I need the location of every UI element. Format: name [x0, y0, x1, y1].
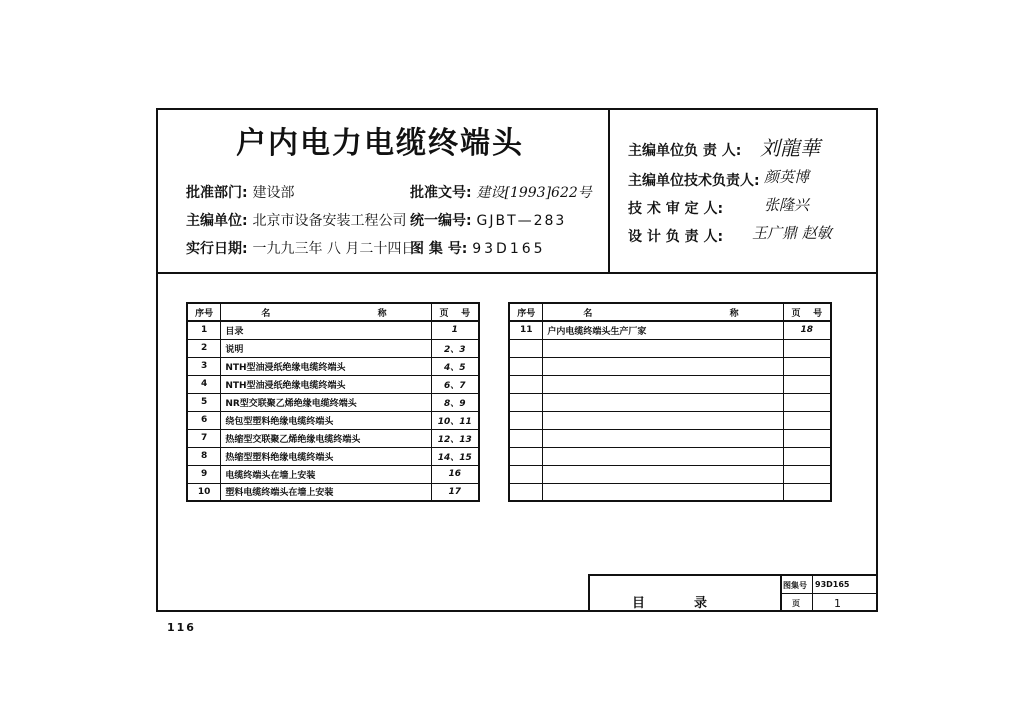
title-block-label-divider [812, 574, 813, 612]
row-no [509, 465, 543, 483]
row-name: 热缩型交联聚乙烯绝缘电缆终端头 [221, 429, 431, 447]
table-row [509, 339, 831, 357]
row-page: 4、5 [431, 357, 479, 375]
row-name [543, 483, 783, 501]
index-table-right [508, 302, 832, 502]
row-name: NTH型油浸纸绝缘电缆终端头 [221, 375, 431, 393]
atlas-label: 图集号 [783, 581, 807, 590]
header-no: 序号 [187, 303, 221, 321]
page-label: 页 [792, 599, 800, 608]
document-title: 户内电力电缆终端头 [236, 126, 524, 161]
row-name [543, 357, 783, 375]
atlas-no [410, 238, 546, 258]
atlas-value: 93D165 [815, 580, 850, 589]
row-no: 4 [187, 375, 221, 393]
table-row [509, 375, 831, 393]
row-page: 18 [783, 321, 831, 339]
row-no: 1 [187, 321, 221, 339]
table-row [187, 339, 479, 357]
row-page: 10、11 [431, 411, 479, 429]
signature-design-lead: 王广鼎 赵敏 [752, 224, 832, 242]
row-page [783, 465, 831, 483]
row-no [509, 411, 543, 429]
atlas-no-value: 93D165 [472, 241, 546, 257]
approval-doc-label: 批准文号: [410, 185, 472, 201]
row-name [543, 339, 783, 357]
row-no [509, 447, 543, 465]
index-table-left [186, 302, 480, 502]
sheet-title-2: 录 [694, 596, 708, 611]
header-divider [156, 272, 878, 274]
effective-date [186, 238, 415, 258]
signature-tech-lead: 颜英博 [764, 168, 810, 186]
row-page [783, 447, 831, 465]
row-name: 塑料电缆终端头在墙上安装 [221, 483, 431, 501]
row-page: 1 [431, 321, 479, 339]
row-no: 11 [509, 321, 543, 339]
row-page: 16 [431, 465, 479, 483]
role-chief-editor: 主编单位负 责 人: [628, 143, 742, 159]
approval-doc-value: 建设[1993]622号 [476, 185, 592, 201]
row-name [543, 375, 783, 393]
row-page: 17 [431, 483, 479, 501]
editor-unit [186, 210, 406, 230]
header-page-left: 页 [439, 308, 449, 319]
signature-chief-editor: 刘龍華 [760, 136, 820, 160]
row-no [509, 429, 543, 447]
header-name-left: 名 [261, 308, 271, 319]
row-page [783, 411, 831, 429]
row-page [783, 357, 831, 375]
row-name [543, 429, 783, 447]
header-page [431, 303, 479, 321]
row-name [543, 393, 783, 411]
row-name: 目录 [221, 321, 431, 339]
row-name: 热缩型塑料绝缘电缆终端头 [221, 447, 431, 465]
table-row [509, 429, 831, 447]
row-name: NR型交联聚乙烯绝缘电缆终端头 [221, 393, 431, 411]
unified-no-label: 统一编号: [410, 213, 472, 229]
effective-date-label: 实行日期: [186, 241, 248, 257]
row-name: NTH型油浸纸绝缘电缆终端头 [221, 357, 431, 375]
row-name [543, 411, 783, 429]
row-page [783, 339, 831, 357]
atlas-no-label: 图 集 号: [410, 241, 468, 257]
row-no: 7 [187, 429, 221, 447]
row-page: 2、3 [431, 339, 479, 357]
header-page-right: 号 [813, 308, 823, 319]
table-row [509, 465, 831, 483]
approval-dept-value: 建设部 [252, 185, 295, 201]
row-no: 3 [187, 357, 221, 375]
header-vertical-divider [608, 108, 610, 273]
role-tech-lead: 主编单位技术负责人: [628, 173, 760, 189]
table-header-row [187, 303, 479, 321]
table-row [509, 447, 831, 465]
editor-unit-value: 北京市设备安装工程公司 [252, 213, 407, 229]
row-name: 户内电缆终端头生产厂家 [543, 321, 783, 339]
page-value: 1 [834, 597, 841, 610]
table-row [187, 429, 479, 447]
row-no: 9 [187, 465, 221, 483]
table-row [187, 375, 479, 393]
row-name [543, 447, 783, 465]
row-page: 12、13 [431, 429, 479, 447]
row-page: 14、15 [431, 447, 479, 465]
unified-no-value: GJBT—283 [476, 213, 567, 229]
role-tech-approver: 技 术 审 定 人: [628, 201, 724, 217]
table-row [187, 411, 479, 429]
row-no: 10 [187, 483, 221, 501]
header-name [543, 303, 783, 321]
editor-unit-label: 主编单位: [186, 213, 248, 229]
signature-tech-approver: 张隆兴 [764, 196, 810, 214]
title-block-row-divider [780, 593, 878, 594]
header-name-right: 称 [729, 308, 739, 319]
header-page-left: 页 [791, 308, 801, 319]
header-no: 序号 [509, 303, 543, 321]
approval-doc [410, 182, 592, 202]
row-no [509, 357, 543, 375]
table-row [509, 393, 831, 411]
unified-no [410, 210, 566, 230]
row-page [783, 393, 831, 411]
table-header-row [509, 303, 831, 321]
row-page [783, 429, 831, 447]
table-row [509, 483, 831, 501]
page-number: 116 [167, 621, 196, 634]
header-name-right: 称 [377, 308, 387, 319]
effective-date-value: 一九九三年 八 月二十四日 [252, 241, 416, 257]
header-name [221, 303, 431, 321]
table-row [509, 321, 831, 339]
approval-dept-label: 批准部门: [186, 185, 248, 201]
row-name: 说明 [221, 339, 431, 357]
table-row [509, 357, 831, 375]
row-no: 5 [187, 393, 221, 411]
row-page: 6、7 [431, 375, 479, 393]
header-name-left: 名 [583, 308, 593, 319]
row-name: 绕包型塑料绝缘电缆终端头 [221, 411, 431, 429]
table-row [187, 357, 479, 375]
table-row [187, 465, 479, 483]
table-row [187, 483, 479, 501]
row-page [783, 375, 831, 393]
row-page [783, 483, 831, 501]
row-no: 2 [187, 339, 221, 357]
row-name: 电缆终端头在墙上安装 [221, 465, 431, 483]
table-row [509, 411, 831, 429]
row-no [509, 375, 543, 393]
row-name [543, 465, 783, 483]
row-no [509, 339, 543, 357]
header-page [783, 303, 831, 321]
row-no [509, 483, 543, 501]
role-design-lead: 设 计 负 责 人: [628, 229, 724, 245]
row-no [509, 393, 543, 411]
row-page: 8、9 [431, 393, 479, 411]
row-no: 6 [187, 411, 221, 429]
table-row [187, 321, 479, 339]
approval-dept [186, 182, 294, 202]
table-row [187, 447, 479, 465]
sheet-title-1: 目 [632, 596, 646, 611]
header-page-right: 号 [461, 308, 471, 319]
table-row [187, 393, 479, 411]
row-no: 8 [187, 447, 221, 465]
